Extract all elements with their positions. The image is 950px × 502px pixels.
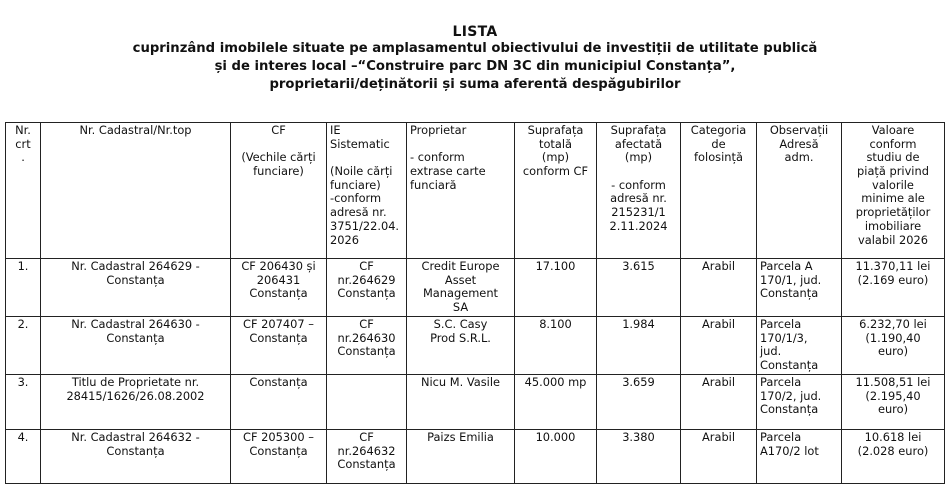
cell-suprafata-afectata: 3.659 (597, 375, 681, 430)
col-header-categoria: Categoria de folosință (681, 123, 757, 259)
table-row (6, 430, 945, 484)
col-header-cf: CF (Vechile cărți funciare) (231, 123, 327, 259)
table-row (6, 259, 945, 317)
cell-nr: 2. (6, 317, 41, 375)
cell-nr: 3. (6, 375, 41, 430)
cell-observatii: Parcela A170/2 lot (757, 430, 842, 484)
cell-cadastral: Nr. Cadastral 264630 - Constanța (41, 317, 231, 375)
cell-ie: CF nr.264630 Constanța (327, 317, 407, 375)
cell-nr: 1. (6, 259, 41, 317)
cell-suprafata-afectata: 3.380 (597, 430, 681, 484)
cell-proprietar: S.C. Casy Prod S.R.L. (407, 317, 515, 375)
cell-nr: 4. (6, 430, 41, 484)
cell-suprafata-totala: 17.100 (515, 259, 597, 317)
col-header-nr-crt: Nr. crt . (6, 123, 41, 259)
cell-suprafata-afectata: 1.984 (597, 317, 681, 375)
col-header-nr-cadastral: Nr. Cadastral/Nr.top (41, 123, 231, 259)
cell-proprietar: Credit Europe Asset Management SA (407, 259, 515, 317)
cell-valoare: 11.508,51 lei (2.195,40 euro) (842, 375, 945, 430)
table-header-row (6, 123, 945, 259)
col-header-suprafata-totala: Suprafața totală (mp) conform CF (515, 123, 597, 259)
table-row (6, 375, 945, 430)
cell-suprafata-afectata: 3.615 (597, 259, 681, 317)
cell-cadastral: Titlu de Proprietate nr. 28415/1626/26.08.2002 (41, 375, 231, 430)
cell-categoria: Arabil (681, 430, 757, 484)
cell-proprietar: Nicu M. Vasile (407, 375, 515, 430)
col-header-valoare: Valoare conform studiu de piață privind valorile minime ale proprietăților imobiliare valabil 2026 (842, 123, 945, 259)
col-header-proprietar: Proprietar - conform extrase carte funciară (407, 123, 515, 259)
document-subtitle-line-3: proprietarii/deținătorii și suma aferentă despăgubirilor (269, 77, 681, 92)
cell-cadastral: Nr. Cadastral 264629 - Constanța (41, 259, 231, 317)
cell-categoria: Arabil (681, 317, 757, 375)
cell-valoare: 6.232,70 lei (1.190,40 euro) (842, 317, 945, 375)
cell-observatii: Parcela 170/2, jud. Constanța (757, 375, 842, 430)
cell-valoare: 11.370,11 lei (2.169 euro) (842, 259, 945, 317)
cell-observatii: Parcela 170/1/3, jud. Constanța (757, 317, 842, 375)
document-subtitle-line-2: și de interes local –“Construire parc DN 3C din municipiul Constanța”, (214, 59, 736, 74)
cell-cf: Constanța (231, 375, 327, 430)
cell-observatii: Parcela A 170/1, jud. Constanța (757, 259, 842, 317)
cell-cf: CF 206430 și 206431 Constanța (231, 259, 327, 317)
cell-cadastral: Nr. Cadastral 264632 - Constanța (41, 430, 231, 484)
cell-categoria: Arabil (681, 259, 757, 317)
document-subtitle-line-1: cuprinzând imobilele situate pe amplasamentul obiectivului de investiții de utilitate publică (132, 41, 818, 56)
properties-table (5, 122, 945, 484)
cell-ie (327, 375, 407, 430)
col-header-ie-sistematic: IE Sistematic (Noile cărți funciare) -conform adresă nr. 3751/22.04. 2026 (327, 123, 407, 259)
cell-cf: CF 207407 – Constanța (231, 317, 327, 375)
table-row (6, 317, 945, 375)
cell-valoare: 10.618 lei (2.028 euro) (842, 430, 945, 484)
cell-categoria: Arabil (681, 375, 757, 430)
cell-suprafata-totala: 45.000 mp (515, 375, 597, 430)
document-title: LISTA (452, 24, 498, 40)
cell-suprafata-totala: 8.100 (515, 317, 597, 375)
cell-suprafata-totala: 10.000 (515, 430, 597, 484)
col-header-observatii: Observații Adresă adm. (757, 123, 842, 259)
cell-cf: CF 205300 – Constanța (231, 430, 327, 484)
cell-proprietar: Paizs Emilia (407, 430, 515, 484)
cell-ie: CF nr.264629 Constanța (327, 259, 407, 317)
col-header-suprafata-afectata: Suprafața afectată (mp) - conform adresă nr. 215231/1 2.11.2024 (597, 123, 681, 259)
cell-ie: CF nr.264632 Constanța (327, 430, 407, 484)
